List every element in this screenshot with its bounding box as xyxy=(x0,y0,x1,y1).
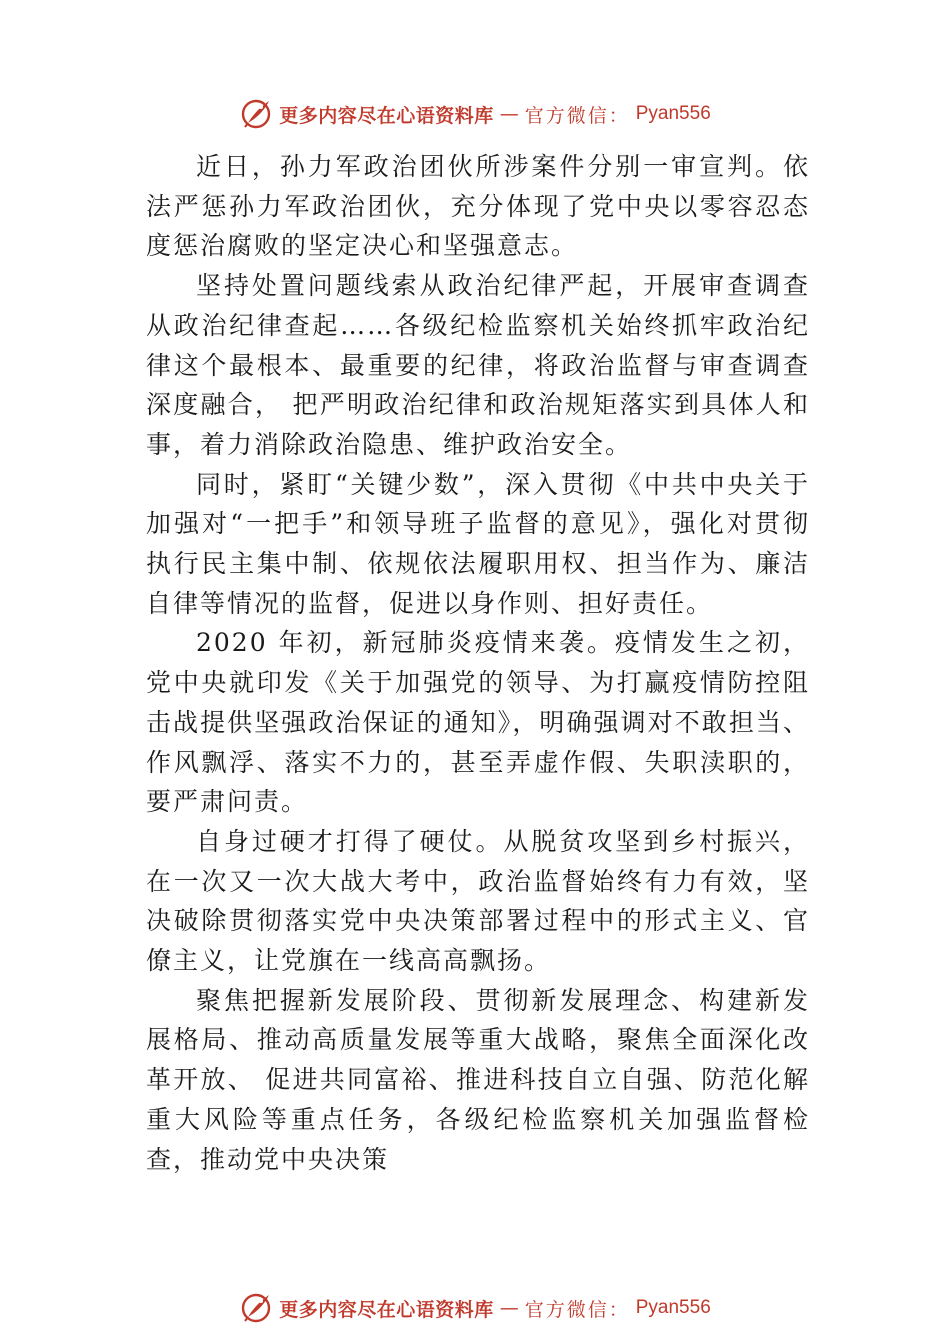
brand-dash: — xyxy=(499,103,519,125)
footer-banner xyxy=(0,1288,950,1328)
brand-text: 更多内容尽在心语资料库 xyxy=(279,1298,494,1321)
paragraph-6: 聚焦把握新发展阶段、贯彻新发展理念、构建新发展格局、推动高质量发展等重大战略，聚焦全面深化改革开放、 促进共同富裕、推进科技自立自强、防范化解重大风险等重点任务，各级纪检监察机关加强监督检查，推动党中央决策 xyxy=(146,985,810,1174)
brand-dash: — xyxy=(499,1297,519,1319)
paragraph-2: 坚持处置问题线索从政治纪律严起，开展审查调查从政治纪律查起……各级纪检监察机关始终抓牢政治纪律这个最根本、最重要的纪律，将政治监督与审查调查深度融合， 把严明政治纪律和政治规矩落实到具体人和事，着力消除政治隐患、维护政治安全。 xyxy=(146,271,810,459)
quill-circle-logo-icon xyxy=(239,97,273,131)
document-body xyxy=(146,147,810,1179)
brand-text: 更多内容尽在心语资料库 xyxy=(279,104,494,127)
paragraph-4: 2020 年初，新冠肺炎疫情来袭。疫情发生之初，党中央就印发《关于加强党的领导、为打赢疫情防控阻击战提供坚强政治保证的通知》，明确强调对不敢担当、作风飘浮、落实不力的，甚至弄虚作假、失职渎职的，要严肃问责。 xyxy=(146,628,810,817)
wechat-label: 官方微信： xyxy=(524,104,630,127)
paragraph-5: 自身过硬才打得了硬仗。从脱贫攻坚到乡村振兴，在一次又一次大战大考中，政治监督始终有力有效，坚决破除贯彻落实党中央决策部署过程中的形式主义、官僚主义，让党旗在一线高高飘扬。 xyxy=(146,826,810,976)
wechat-id: Pyan556 xyxy=(635,103,711,124)
wechat-label: 官方微信： xyxy=(524,1298,630,1321)
wechat-id: Pyan556 xyxy=(635,1297,711,1318)
quill-circle-logo-icon xyxy=(239,1291,273,1325)
paragraph-1: 近日，孙力军政治团伙所涉案件分别一审宣判。依法严惩孙力军政治团伙，充分体现了党中央以零容忍态度惩治腐败的坚定决心和坚强意志。 xyxy=(146,152,810,261)
header-banner xyxy=(0,94,950,134)
paragraph-3: 同时，紧盯“关键少数”，深入贯彻《中共中央关于加强对“一把手”和领导班子监督的意见》，强化对贯彻执行民主集中制、依规依法履职用权、担当作为、廉洁自律等情况的监督，促进以身作则、担好责任。 xyxy=(146,469,810,618)
